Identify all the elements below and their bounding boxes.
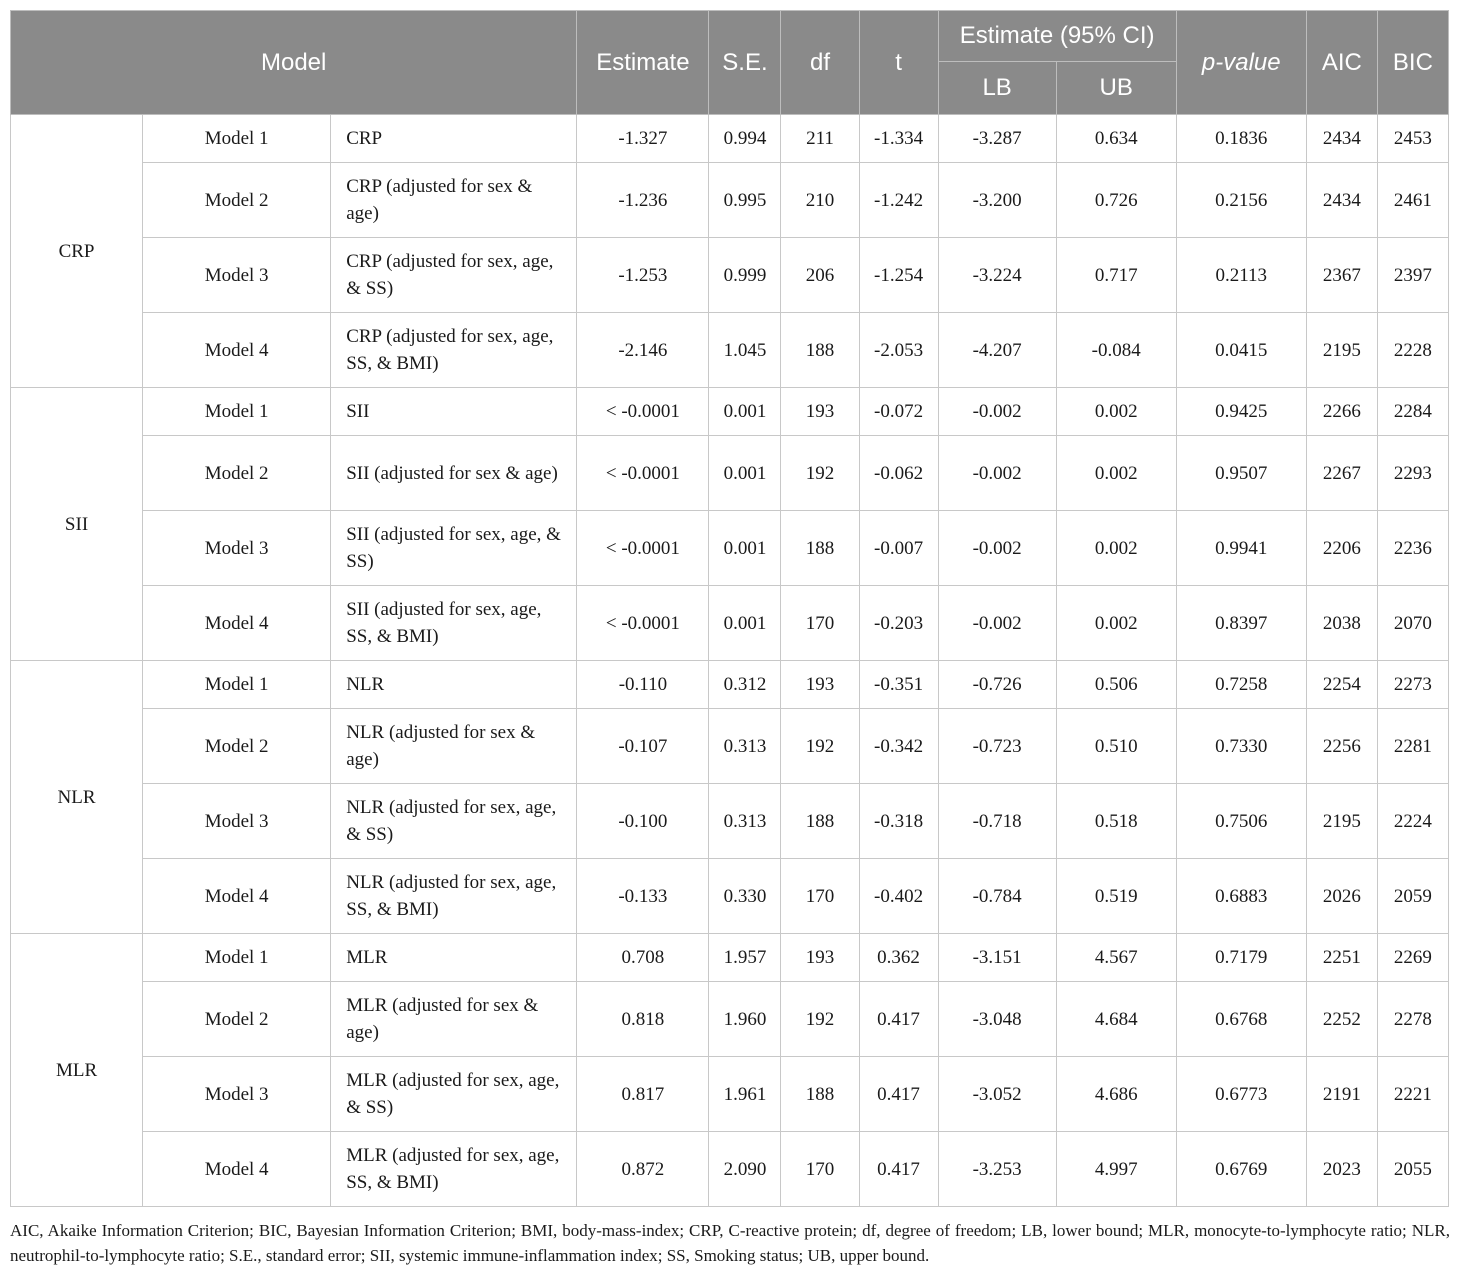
header-ub: UB bbox=[1056, 62, 1176, 115]
se-cell: 0.995 bbox=[709, 163, 781, 238]
header-row bbox=[11, 11, 1449, 62]
lb-cell: -3.048 bbox=[938, 982, 1056, 1057]
df-cell: 192 bbox=[781, 709, 859, 784]
description-cell: SII (adjusted for sex, age, SS, & BMI) bbox=[331, 586, 577, 661]
description-cell: MLR (adjusted for sex, age, & SS) bbox=[331, 1057, 577, 1132]
pvalue-cell: 0.7506 bbox=[1176, 784, 1306, 859]
pvalue-cell: 0.9941 bbox=[1176, 511, 1306, 586]
bic-cell: 2453 bbox=[1377, 115, 1448, 163]
lb-cell: -0.002 bbox=[938, 511, 1056, 586]
estimate-cell: -1.236 bbox=[577, 163, 709, 238]
se-cell: 0.312 bbox=[709, 661, 781, 709]
aic-cell: 2206 bbox=[1306, 511, 1377, 586]
ub-cell: 4.567 bbox=[1056, 934, 1176, 982]
ub-cell: 0.506 bbox=[1056, 661, 1176, 709]
lb-cell: -3.052 bbox=[938, 1057, 1056, 1132]
bic-cell: 2284 bbox=[1377, 388, 1448, 436]
se-cell: 0.001 bbox=[709, 388, 781, 436]
bic-cell: 2269 bbox=[1377, 934, 1448, 982]
header-lb: LB bbox=[938, 62, 1056, 115]
ub-cell: 0.634 bbox=[1056, 115, 1176, 163]
se-cell: 1.045 bbox=[709, 313, 781, 388]
df-cell: 193 bbox=[781, 388, 859, 436]
ub-cell: 0.002 bbox=[1056, 436, 1176, 511]
aic-cell: 2266 bbox=[1306, 388, 1377, 436]
bic-cell: 2278 bbox=[1377, 982, 1448, 1057]
table-row bbox=[11, 982, 1449, 1057]
se-cell: 0.001 bbox=[709, 436, 781, 511]
estimate-cell: < -0.0001 bbox=[577, 511, 709, 586]
t-cell: -0.203 bbox=[859, 586, 938, 661]
df-cell: 210 bbox=[781, 163, 859, 238]
group-label: NLR bbox=[11, 661, 143, 934]
group-label: SII bbox=[11, 388, 143, 661]
description-cell: MLR bbox=[331, 934, 577, 982]
table-row bbox=[11, 859, 1449, 934]
model-cell: Model 1 bbox=[143, 661, 331, 709]
model-cell: Model 2 bbox=[143, 709, 331, 784]
bic-cell: 2281 bbox=[1377, 709, 1448, 784]
header-estimate: Estimate bbox=[577, 11, 709, 115]
description-cell: SII (adjusted for sex, age, & SS) bbox=[331, 511, 577, 586]
t-cell: -0.318 bbox=[859, 784, 938, 859]
aic-cell: 2026 bbox=[1306, 859, 1377, 934]
pvalue-cell: 0.6883 bbox=[1176, 859, 1306, 934]
pvalue-cell: 0.1836 bbox=[1176, 115, 1306, 163]
description-cell: MLR (adjusted for sex, age, SS, & BMI) bbox=[331, 1132, 577, 1207]
header-ci: Estimate (95% CI) bbox=[938, 11, 1176, 62]
lb-cell: -0.723 bbox=[938, 709, 1056, 784]
ub-cell: 0.002 bbox=[1056, 388, 1176, 436]
lb-cell: -0.002 bbox=[938, 586, 1056, 661]
pvalue-cell: 0.7258 bbox=[1176, 661, 1306, 709]
estimate-cell: -0.107 bbox=[577, 709, 709, 784]
ub-cell: 4.997 bbox=[1056, 1132, 1176, 1207]
se-cell: 0.313 bbox=[709, 709, 781, 784]
bic-cell: 2059 bbox=[1377, 859, 1448, 934]
df-cell: 188 bbox=[781, 511, 859, 586]
pvalue-cell: 0.6768 bbox=[1176, 982, 1306, 1057]
model-cell: Model 1 bbox=[143, 115, 331, 163]
pvalue-cell: 0.2113 bbox=[1176, 238, 1306, 313]
t-cell: -0.402 bbox=[859, 859, 938, 934]
se-cell: 1.957 bbox=[709, 934, 781, 982]
ub-cell: -0.084 bbox=[1056, 313, 1176, 388]
description-cell: CRP (adjusted for sex, age, SS, & BMI) bbox=[331, 313, 577, 388]
model-cell: Model 2 bbox=[143, 982, 331, 1057]
t-cell: 0.362 bbox=[859, 934, 938, 982]
pvalue-cell: 0.7330 bbox=[1176, 709, 1306, 784]
description-cell: MLR (adjusted for sex & age) bbox=[331, 982, 577, 1057]
se-cell: 1.961 bbox=[709, 1057, 781, 1132]
table-row bbox=[11, 388, 1449, 436]
lb-cell: -3.200 bbox=[938, 163, 1056, 238]
model-cell: Model 4 bbox=[143, 1132, 331, 1207]
table-row bbox=[11, 1057, 1449, 1132]
description-cell: SII (adjusted for sex & age) bbox=[331, 436, 577, 511]
lb-cell: -0.784 bbox=[938, 859, 1056, 934]
estimate-cell: -0.100 bbox=[577, 784, 709, 859]
lb-cell: -3.287 bbox=[938, 115, 1056, 163]
table-row bbox=[11, 238, 1449, 313]
description-cell: CRP (adjusted for sex, age, & SS) bbox=[331, 238, 577, 313]
df-cell: 188 bbox=[781, 313, 859, 388]
header-se: S.E. bbox=[709, 11, 781, 115]
pvalue-cell: 0.6773 bbox=[1176, 1057, 1306, 1132]
df-cell: 188 bbox=[781, 784, 859, 859]
ub-cell: 0.518 bbox=[1056, 784, 1176, 859]
aic-cell: 2434 bbox=[1306, 115, 1377, 163]
table-row bbox=[11, 313, 1449, 388]
t-cell: -2.053 bbox=[859, 313, 938, 388]
results-table bbox=[10, 10, 1449, 1207]
se-cell: 0.001 bbox=[709, 511, 781, 586]
df-cell: 192 bbox=[781, 436, 859, 511]
estimate-cell: < -0.0001 bbox=[577, 388, 709, 436]
lb-cell: -0.002 bbox=[938, 436, 1056, 511]
ub-cell: 0.510 bbox=[1056, 709, 1176, 784]
model-cell: Model 1 bbox=[143, 388, 331, 436]
estimate-cell: -0.133 bbox=[577, 859, 709, 934]
description-cell: CRP (adjusted for sex & age) bbox=[331, 163, 577, 238]
df-cell: 206 bbox=[781, 238, 859, 313]
pvalue-cell: 0.6769 bbox=[1176, 1132, 1306, 1207]
header-pvalue: p-value bbox=[1176, 11, 1306, 115]
aic-cell: 2256 bbox=[1306, 709, 1377, 784]
bic-cell: 2224 bbox=[1377, 784, 1448, 859]
group-label: CRP bbox=[11, 115, 143, 388]
lb-cell: -3.151 bbox=[938, 934, 1056, 982]
t-cell: 0.417 bbox=[859, 1132, 938, 1207]
model-cell: Model 2 bbox=[143, 436, 331, 511]
table-container bbox=[10, 10, 1450, 1265]
estimate-cell: -1.327 bbox=[577, 115, 709, 163]
ub-cell: 0.726 bbox=[1056, 163, 1176, 238]
ub-cell: 4.684 bbox=[1056, 982, 1176, 1057]
table-row bbox=[11, 163, 1449, 238]
lb-cell: -3.224 bbox=[938, 238, 1056, 313]
bic-cell: 2461 bbox=[1377, 163, 1448, 238]
model-cell: Model 4 bbox=[143, 859, 331, 934]
se-cell: 1.960 bbox=[709, 982, 781, 1057]
description-cell: NLR bbox=[331, 661, 577, 709]
pvalue-cell: 0.9425 bbox=[1176, 388, 1306, 436]
description-cell: NLR (adjusted for sex, age, SS, & BMI) bbox=[331, 859, 577, 934]
description-cell: NLR (adjusted for sex, age, & SS) bbox=[331, 784, 577, 859]
se-cell: 0.313 bbox=[709, 784, 781, 859]
table-row bbox=[11, 511, 1449, 586]
estimate-cell: -0.110 bbox=[577, 661, 709, 709]
aic-cell: 2434 bbox=[1306, 163, 1377, 238]
model-cell: Model 3 bbox=[143, 238, 331, 313]
df-cell: 170 bbox=[781, 586, 859, 661]
bic-cell: 2293 bbox=[1377, 436, 1448, 511]
estimate-cell: 0.872 bbox=[577, 1132, 709, 1207]
df-cell: 170 bbox=[781, 859, 859, 934]
model-cell: Model 2 bbox=[143, 163, 331, 238]
pvalue-cell: 0.2156 bbox=[1176, 163, 1306, 238]
ub-cell: 0.002 bbox=[1056, 511, 1176, 586]
t-cell: -1.254 bbox=[859, 238, 938, 313]
group-label: MLR bbox=[11, 934, 143, 1207]
aic-cell: 2195 bbox=[1306, 784, 1377, 859]
description-cell: CRP bbox=[331, 115, 577, 163]
bic-cell: 2236 bbox=[1377, 511, 1448, 586]
description-cell: NLR (adjusted for sex & age) bbox=[331, 709, 577, 784]
model-cell: Model 4 bbox=[143, 586, 331, 661]
header-t: t bbox=[859, 11, 938, 115]
estimate-cell: 0.818 bbox=[577, 982, 709, 1057]
table-row bbox=[11, 709, 1449, 784]
estimate-cell: -2.146 bbox=[577, 313, 709, 388]
table-row bbox=[11, 1132, 1449, 1207]
df-cell: 188 bbox=[781, 1057, 859, 1132]
bic-cell: 2228 bbox=[1377, 313, 1448, 388]
df-cell: 193 bbox=[781, 661, 859, 709]
df-cell: 193 bbox=[781, 934, 859, 982]
bic-cell: 2397 bbox=[1377, 238, 1448, 313]
t-cell: -0.072 bbox=[859, 388, 938, 436]
header-model: Model bbox=[11, 11, 577, 115]
t-cell: -1.334 bbox=[859, 115, 938, 163]
ub-cell: 0.717 bbox=[1056, 238, 1176, 313]
df-cell: 192 bbox=[781, 982, 859, 1057]
df-cell: 211 bbox=[781, 115, 859, 163]
table-row bbox=[11, 934, 1449, 982]
lb-cell: -0.726 bbox=[938, 661, 1056, 709]
ub-cell: 4.686 bbox=[1056, 1057, 1176, 1132]
t-cell: 0.417 bbox=[859, 982, 938, 1057]
table-row bbox=[11, 436, 1449, 511]
estimate-cell: < -0.0001 bbox=[577, 586, 709, 661]
t-cell: -1.242 bbox=[859, 163, 938, 238]
description-cell: SII bbox=[331, 388, 577, 436]
lb-cell: -0.002 bbox=[938, 388, 1056, 436]
header-bic: BIC bbox=[1377, 11, 1448, 115]
table-row bbox=[11, 661, 1449, 709]
aic-cell: 2251 bbox=[1306, 934, 1377, 982]
model-cell: Model 3 bbox=[143, 511, 331, 586]
model-cell: Model 4 bbox=[143, 313, 331, 388]
aic-cell: 2267 bbox=[1306, 436, 1377, 511]
pvalue-cell: 0.9507 bbox=[1176, 436, 1306, 511]
table-footnote: AIC, Akaike Information Criterion; BIC, Bayesian Information Criterion; BMI, body-mass-index; CRP, C-reactive protein; df, degree of freedom; LB, lower bound; MLR, monocyte-to-lymphocyte ratio; NLR, neutrophil-to-lymphocyte ratio; S.E., standard error; SII, systemic immune-inflammation index; SS, Smoking status; UB, upper bound. bbox=[10, 1221, 1450, 1265]
pvalue-cell: 0.7179 bbox=[1176, 934, 1306, 982]
model-cell: Model 3 bbox=[143, 1057, 331, 1132]
pvalue-cell: 0.0415 bbox=[1176, 313, 1306, 388]
aic-cell: 2252 bbox=[1306, 982, 1377, 1057]
estimate-cell: -1.253 bbox=[577, 238, 709, 313]
t-cell: -0.351 bbox=[859, 661, 938, 709]
se-cell: 2.090 bbox=[709, 1132, 781, 1207]
t-cell: -0.062 bbox=[859, 436, 938, 511]
header-aic: AIC bbox=[1306, 11, 1377, 115]
se-cell: 0.999 bbox=[709, 238, 781, 313]
header-df: df bbox=[781, 11, 859, 115]
pvalue-cell: 0.8397 bbox=[1176, 586, 1306, 661]
model-cell: Model 1 bbox=[143, 934, 331, 982]
ub-cell: 0.002 bbox=[1056, 586, 1176, 661]
table-row bbox=[11, 586, 1449, 661]
se-cell: 0.001 bbox=[709, 586, 781, 661]
t-cell: -0.342 bbox=[859, 709, 938, 784]
table-row bbox=[11, 784, 1449, 859]
se-cell: 0.994 bbox=[709, 115, 781, 163]
bic-cell: 2070 bbox=[1377, 586, 1448, 661]
bic-cell: 2055 bbox=[1377, 1132, 1448, 1207]
t-cell: 0.417 bbox=[859, 1057, 938, 1132]
se-cell: 0.330 bbox=[709, 859, 781, 934]
aic-cell: 2254 bbox=[1306, 661, 1377, 709]
bic-cell: 2221 bbox=[1377, 1057, 1448, 1132]
ub-cell: 0.519 bbox=[1056, 859, 1176, 934]
lb-cell: -0.718 bbox=[938, 784, 1056, 859]
model-cell: Model 3 bbox=[143, 784, 331, 859]
aic-cell: 2038 bbox=[1306, 586, 1377, 661]
lb-cell: -4.207 bbox=[938, 313, 1056, 388]
aic-cell: 2367 bbox=[1306, 238, 1377, 313]
aic-cell: 2191 bbox=[1306, 1057, 1377, 1132]
estimate-cell: 0.708 bbox=[577, 934, 709, 982]
df-cell: 170 bbox=[781, 1132, 859, 1207]
estimate-cell: < -0.0001 bbox=[577, 436, 709, 511]
bic-cell: 2273 bbox=[1377, 661, 1448, 709]
table-row bbox=[11, 115, 1449, 163]
aic-cell: 2023 bbox=[1306, 1132, 1377, 1207]
t-cell: -0.007 bbox=[859, 511, 938, 586]
lb-cell: -3.253 bbox=[938, 1132, 1056, 1207]
aic-cell: 2195 bbox=[1306, 313, 1377, 388]
table-body bbox=[11, 115, 1449, 1207]
estimate-cell: 0.817 bbox=[577, 1057, 709, 1132]
